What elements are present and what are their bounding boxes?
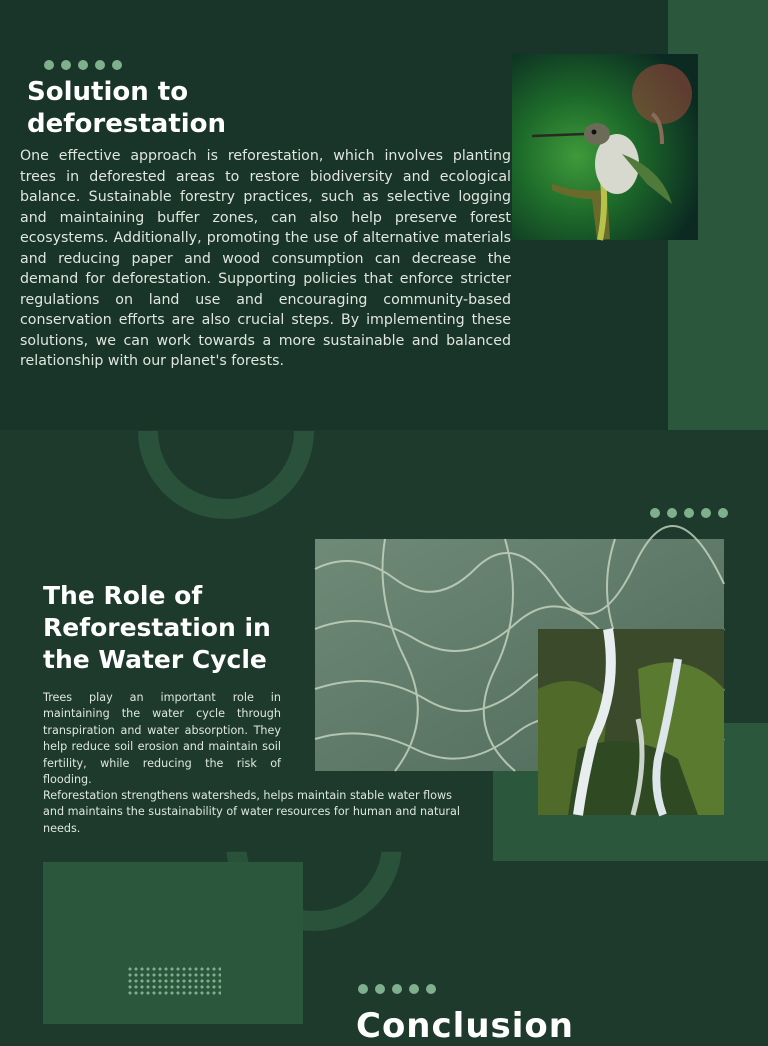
solution-title [27,76,226,140]
water-cycle-paragraph-1: Trees play an important role in maintaining the water cycle through transpiration and water absorption. They help reduce soil erosion and maintain soil fertility, while reducing the risk of flooding. [43,691,281,787]
hummingbird-photo [512,54,698,240]
decorative-dots [650,508,728,518]
solution-body: One effective approach is reforestation, which involves planting trees in deforested areas to restore biodiversity and ecological balance. Sustainable forestry practices, such as selective logging and maintaining buffer zones, can also help preserve forest ecosystems. Additionally, promoting the use of alternative materials and reducing paper and wood consumption can decrease the demand for deforestation. Supporting policies that enforce stricter regulations on land use and encouraging community-based conservation efforts are also crucial steps. By implementing these solutions, we can work towards a more sustainable and balanced relationship with our planet's forests. [20,148,511,369]
solution-title-line2: deforestation [27,109,227,139]
conclusion-title-clip [356,1006,656,1046]
waterfall-photo [538,629,724,815]
water-cycle-title-line2: Reforestation in [43,613,271,642]
water-cycle-title-line3: the Water Cycle [43,645,267,674]
water-cycle-paragraph-2: Reforestation strengthens watersheds, helps maintain stable water flows and maintains the sustainability of water resources for human and natural needs. [43,789,460,835]
conclusion-title: Conclusion [356,1006,574,1046]
decorative-dot-grid [127,966,221,996]
decorative-dots [358,984,436,994]
decorative-green-square [43,862,303,1024]
solution-title-line1: Solution to [27,77,189,107]
water-cycle-title [43,580,271,676]
water-cycle-title-line1: The Role of [43,581,203,610]
decorative-dots [44,60,122,70]
